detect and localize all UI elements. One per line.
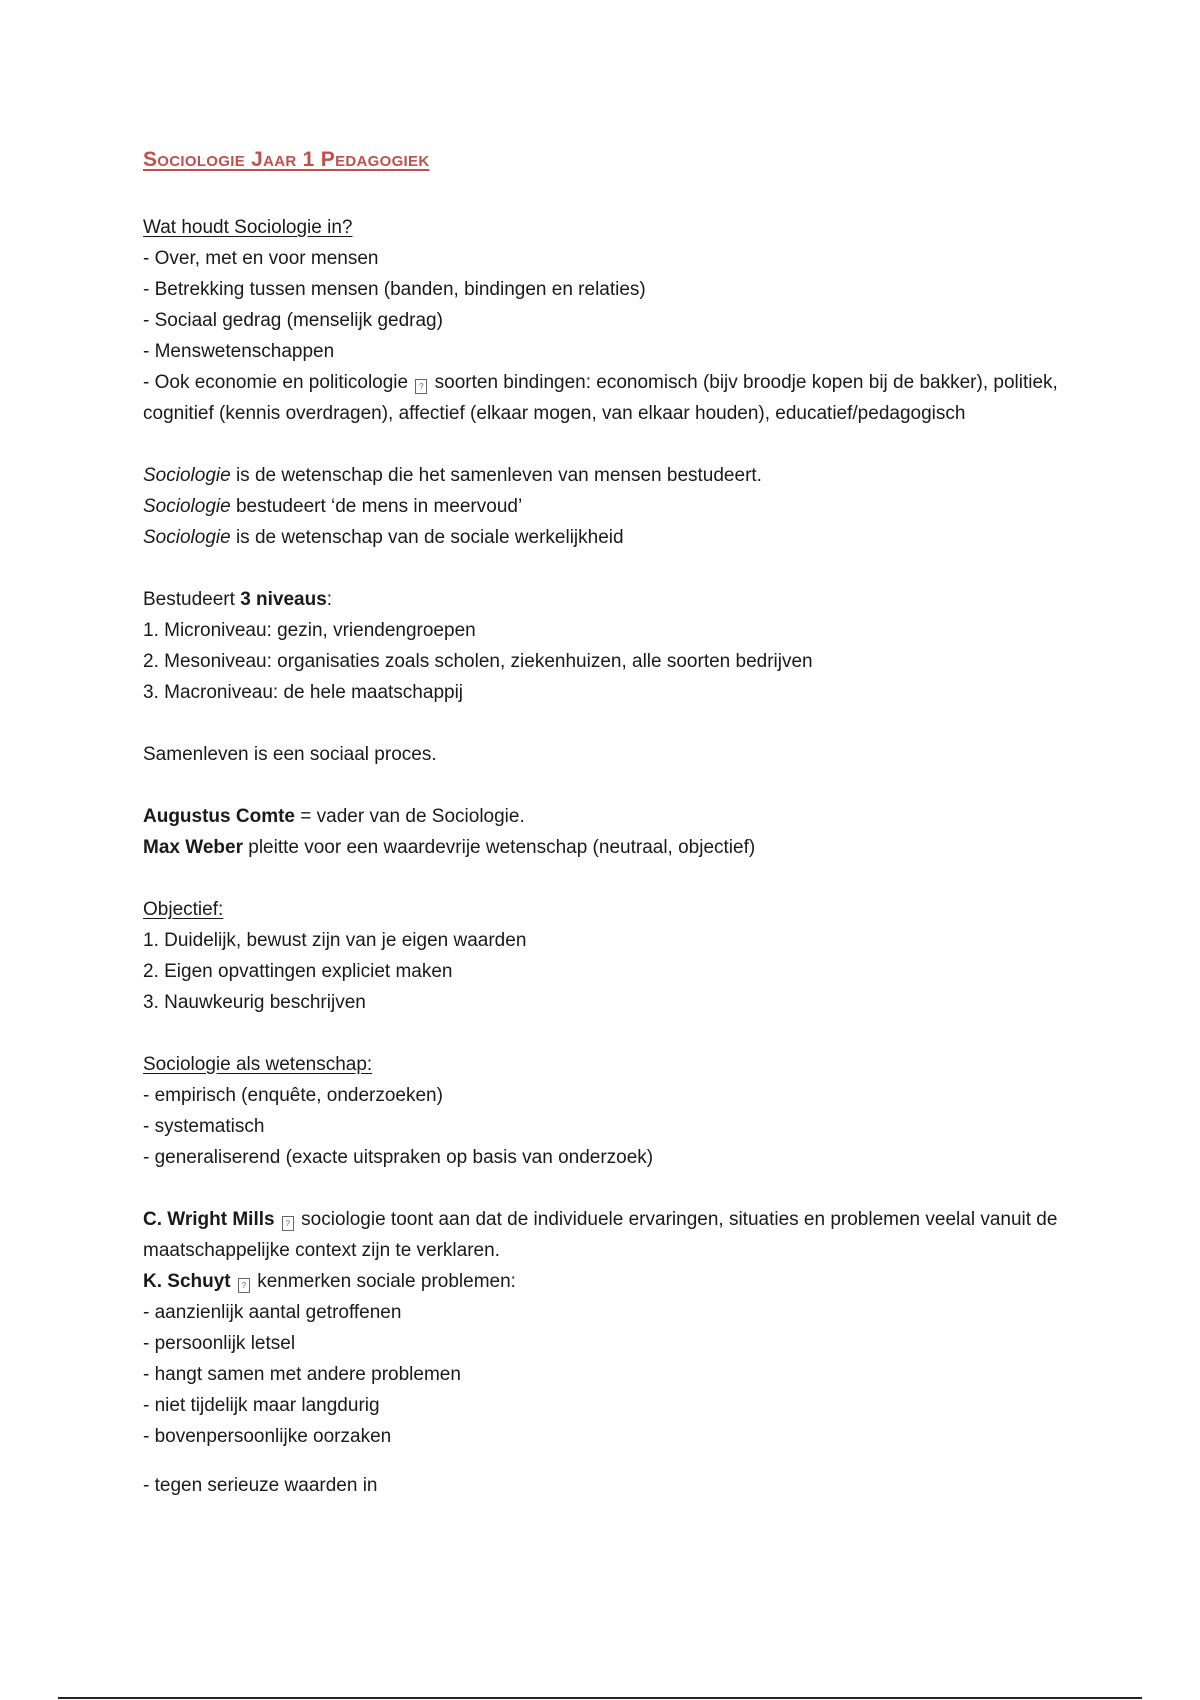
founder-text: pleitte voor een waardevrije wetenschap (neutraal, objectief) bbox=[248, 837, 756, 858]
arrow-icon: ? bbox=[415, 379, 427, 394]
list-item: - generaliserend (exacte uitspraken op basis van onderzoek) bbox=[143, 1147, 654, 1168]
list-item: 1. Microniveau: gezin, vriendengroepen bbox=[143, 620, 476, 641]
list-item: 3. Nauwkeurig beschrijven bbox=[143, 992, 366, 1013]
person-name: K. Schuyt bbox=[143, 1271, 231, 1292]
list-item: - systematisch bbox=[143, 1116, 265, 1137]
list-item-rest: soorten bindingen: economisch (bijv broodje kopen bij de bakker), politiek, cognitief (kennis overdragen), affectief (elkaar mogen, van elkaar houden), educatief/pedagogisch bbox=[143, 372, 1058, 424]
heading-text: Sociologie als wetenschap: bbox=[143, 1054, 373, 1075]
term: Sociologie bbox=[143, 496, 231, 517]
statement-text: sociologie toont aan dat de individuele ervaringen, situaties en problemen veelal vanuit de maatschappelijke context zijn te verklaren. bbox=[143, 1209, 1058, 1261]
definition-line bbox=[143, 460, 1073, 491]
person-name: C. Wright Mills bbox=[143, 1209, 275, 1230]
statement-text: kenmerken sociale problemen: bbox=[257, 1271, 516, 1292]
list-item: 2. Eigen opvattingen expliciet maken bbox=[143, 961, 453, 982]
list-item: - niet tijdelijk maar langdurig bbox=[143, 1395, 380, 1416]
definition-text: is de wetenschap die het samenleven van mensen bestudeert. bbox=[235, 465, 762, 486]
founder-name: Max Weber bbox=[143, 837, 243, 858]
founder-comte bbox=[143, 801, 1073, 832]
list-item: - Menswetenschappen bbox=[143, 341, 335, 362]
list-item: 3. Macroniveau: de hele maatschappij bbox=[143, 682, 464, 703]
document-page bbox=[143, 146, 1073, 1501]
list-item-bindingen bbox=[143, 367, 1073, 429]
term: Sociologie bbox=[143, 527, 231, 548]
definition-text: bestudeert ‘de mens in meervoud’ bbox=[235, 496, 523, 517]
list-item: 1. Duidelijk, bewust zijn van je eigen waarden bbox=[143, 930, 527, 951]
definition-line bbox=[143, 522, 1073, 553]
arrow-icon: ? bbox=[282, 1216, 294, 1231]
founder-weber bbox=[143, 832, 1073, 863]
heading-text: Objectief: bbox=[143, 899, 224, 920]
definition-text: is de wetenschap van de sociale werkelijkheid bbox=[235, 527, 624, 548]
list-item: - hangt samen met andere problemen bbox=[143, 1364, 461, 1385]
levels-intro-bold: 3 niveaus bbox=[240, 589, 327, 610]
footer-divider bbox=[58, 1697, 1142, 1699]
list-item: 2. Mesoniveau: organisaties zoals scholen, ziekenhuizen, alle soorten bedrijven bbox=[143, 651, 813, 672]
list-item: - tegen serieuze waarden in bbox=[143, 1475, 378, 1496]
founder-text: = vader van de Sociologie. bbox=[300, 806, 525, 827]
list-item-start: - Ook economie en politicologie bbox=[143, 372, 409, 393]
process-statement: Samenleven is een sociaal proces. bbox=[143, 744, 437, 765]
list-item: - aanzienlijk aantal getroffenen bbox=[143, 1302, 402, 1323]
mills-statement bbox=[143, 1204, 1073, 1266]
list-item: - persoonlijk letsel bbox=[143, 1333, 296, 1354]
section-heading-objectief bbox=[143, 894, 1073, 925]
levels-intro-end: : bbox=[326, 589, 333, 610]
heading-text: Wat houdt Sociologie in? bbox=[143, 217, 353, 238]
list-item: - Betrekking tussen mensen (banden, bindingen en relaties) bbox=[143, 279, 646, 300]
arrow-icon: ? bbox=[238, 1278, 250, 1293]
list-item: - Sociaal gedrag (menselijk gedrag) bbox=[143, 310, 443, 331]
founder-name: Augustus Comte bbox=[143, 806, 295, 827]
list-item: - bovenpersoonlijke oorzaken bbox=[143, 1426, 392, 1447]
list-item: - empirisch (enquête, onderzoeken) bbox=[143, 1085, 443, 1106]
section-heading-wat-houdt bbox=[143, 212, 1073, 243]
definition-line bbox=[143, 491, 1073, 522]
document-title: Sociologie Jaar 1 Pedagogiek bbox=[143, 148, 430, 171]
levels-intro-text: Bestudeert bbox=[143, 589, 235, 610]
section-heading-wetenschap bbox=[143, 1049, 1073, 1080]
levels-intro bbox=[143, 584, 1073, 615]
schuyt-statement bbox=[143, 1266, 1073, 1297]
list-item: - Over, met en voor mensen bbox=[143, 248, 379, 269]
term: Sociologie bbox=[143, 465, 231, 486]
